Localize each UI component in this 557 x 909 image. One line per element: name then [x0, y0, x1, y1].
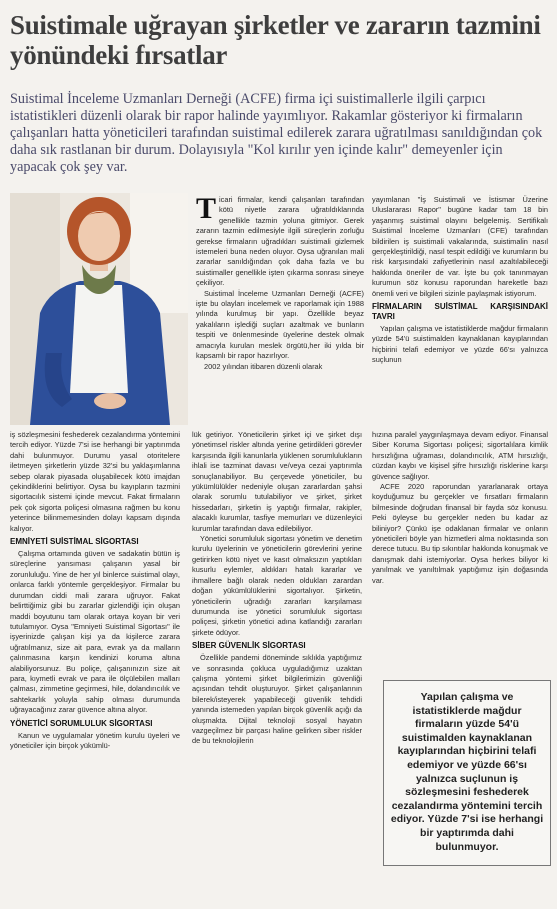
column-4: [192, 430, 362, 747]
paragraph: Kanun ve uygulamalar yönetim kurulu üyeleri ve yöneticiler için birçok yükümlü-: [10, 730, 180, 750]
paragraph: 2002 yılından itibaren düzenli olarak: [204, 361, 323, 371]
pull-quote: Yapılan çalışma ve istatistiklerde mağdur firmaların yüzde 54'ü suistimalden kaynaklanan kayıplarından hiçbirini telafi edemiyor ve yüzde 66'sı yalnızca suçlunun iş sözleşmesini feshederek cezalandırma yöntemini tercih ediyor. Yüzde 7'si ise herhangi bir yaptırımda dahi bulunmuyor.: [383, 680, 551, 866]
paragraph: Özellikle pandemi döneminde sıklıkla yaptığımız ve sonrasında çokluca uyguladığımız uzaktan çalışma yöntemi şirket bilgilerimizin güvenliği açısından tehdit oluşturuyor. Şirket çalışanlarının bilerek/isteyerek yapabileceği güvenlik tehdidi yanında istemeden yapılan birçok güvenlik açığı da oluşmakta. Dijital teknoloji sosyal hayatın vazgeçilmez bir parçası haline gelirken siber riskler de bu teknolojilerin: [192, 653, 362, 746]
paragraph: ACFE 2020 raporundan yararlanarak ortaya koyduğumuz bu gerçekler ve fırsatları firmaların bilmesinde doğrudan finansal bir fayda söz konusu. Peki öyleyse bu gerçekler neden bu kadar az biliniyor? Çünkü işe odaklanan firmalar ve onların yöneticileri böyle yan hizmetleri alma noktasında son derece tutucu. Bu tip sıkıntılar hakkında konuşmak ve danışmak dahi istemiyorlar. Oysa herkes biliyor ki yanılmak ve yanıltılmak yaptığımız işin doğasında var.: [372, 482, 548, 585]
column-1: [196, 192, 364, 372]
drop-cap: T: [196, 192, 217, 225]
paragraph: hızına paralel yaygınlaşmaya devam ediyor. Finansal Siber Koruma Sigortası poliçesi; sigortalılara kimlik hırsızlığına uğraması, dolandırıcılık, ATM hırsızlığı, cüzdan kaybı ve kişisel şifre hırsızlığı risklerine karşı güvence sağlıyor.: [372, 430, 548, 481]
paragraph: Suistimal İnceleme Uzmanları Derneği (ACFE) işte bu olayları incelemek ve raporlamak için 1988 yılında kurulmuş bir yapı. Özellikle beyaz yakalıların işlediği suçları azaltmak ve bunların tespiti ve önlenmesinde üyelerine destek olmak amacıyla kurulan meslek örgütü,her iki yılda bir kapsamlı bir rapor hazırlıyor.: [196, 288, 364, 361]
paragraph: Çalışma ortamında güven ve sadakatin bütün iş süreçlerine yansıması çalışanın yasal bir zorunluluğu. Yine de her yıl binlerce suistimal olayı, onlarca farklı yöntemle gerçekleşiyor. Firmalar bu durumdan ciddi mali zarara uğruyor. Fakat belirttiğimiz gibi bu zararlar gizlendiği için oluşan maddi boyutunu tam olarak ortaya koyan bir veri tutulamıyor. Oysa "Emniyeti Suistimal Sigortası" ile işyerinizde çalışan kişi ya da kişilerce zarara uğratılmanız, size ait para, evrak ya da malların çalınmasına karşın kendinizi koruma altına alabiliyorsunuz. Bu poliçe, çalışanınızın size ait para, kıymetli evrak ve para ile ölçülebilen malları çalması, zimmetine geçirmesi, hile, dolandırıcılık ve sahtekarlık yoluyla sahip olması durumunda uğrayacağınız zarar güvence altına alıyor.: [10, 549, 180, 715]
paragraph: Yapılan çalışma ve istatistiklerde mağdur firmaların yüzde 54'ü suistimalden kaynaklanan kayıplarından hiçbirini telafi edemiyor ve yüzde 66'sı yalnızca suçlunun: [372, 324, 548, 365]
column-2: [372, 195, 548, 366]
paragraph: Ticari firmalar, kendi çalışanları tarafından kötü niyetle zarara uğratıldıklarında genellikle tazmin yoluna gitmiyor. Gerek zararın tazmin edilmesiyle ilgili süreçlerin zorluğu gerekse firmaların uğradıkları suistimali gizlemek istemeleri buna neden oluyor. Oysa uğranılan mali zararlar sanıldığından çok daha fazla ve bu suistimaller genellikle işten çıkarma sonrası sineye çekiliyor.: [196, 192, 364, 288]
section-heading: EMNİYETİ SUİSTİMAL SİGORTASI: [10, 537, 139, 547]
section-heading: SİBER GÜVENLİK SİGORTASI: [192, 641, 306, 651]
section-heading: FİRMALARIN SUİSTİMAL KARŞISINDAKİ TAVRI: [372, 302, 548, 322]
paragraph: lük getiriyor. Yöneticilerin şirket içi ve şirket dışı yönetimsel riskler altında yerine getirdikleri görevler karşısında ilgili kanunlarla yüklenen sorumlulukların ihlali ise tazminat davası ve/veya cezai yaptırımla sonuçlanabiliyor. Bu çerçevede yöneticiler, bu yükümlülükler nedeniyle oluşan zararlardan şahsi olarak sorumlu tutulabiliyor ve şirket, şirket hissedarları, şirketin iş yaptığı firmalar, rakipler, alacaklı kurumlar, tasfiye memurları ve düzenleyici kurumlar tarafından dava edilebiliyor.: [192, 430, 362, 533]
section-heading: YÖNETİCİ SORUMLULUK SİGORTASI: [10, 718, 153, 728]
author-portrait-illustration: [10, 193, 188, 425]
article-title: Suistimale uğrayan şirketler ve zararın tazmini yönündeki fırsatlar: [10, 10, 541, 70]
article-lead: Suistimal İnceleme Uzmanları Derneği (ACFE) firma içi suistimallerle ilgili çarpıcı istatistikleri düzenli olarak bir rapor halinde yayımlıyor. Rakamlar gösteriyor ki firmaların çalışanları hatta yöneticileri tarafından suistimal edilerek zarara uğratılması sanıldığından çok daha sık rastlanan bir durum. Dolayısıyla "Kol kırılır yen içinde kalır" demeyenler için yapacak çok şey var.: [10, 91, 543, 175]
column-5: [372, 430, 548, 586]
paragraph: Yönetici sorumluluk sigortası yönetim ve denetim kurulu üyelerinin ve yöneticilerin görevlerini yerine getirirken kötü niyet ve kasıt olmaksızın yaptıkları kusurlu eylemler, aldıkları hatalı kararlar ve ihmallere bağlı olarak neden oldukları zarardan doğan yükümlülüklerini sigortalıyor. Şirketin, yöneticilerin uğradığı zararları karşılaması durumunda ise yönetici sorumluluk sigortası poliçesi, şirketin yönetici adına katlandığı zararları şirkete ödüyor.: [192, 534, 362, 637]
column-3: [10, 430, 180, 751]
paragraph: iş sözleşmesini feshederek cezalandırma yöntemini tercih ediyor. Yüzde 7'si ise herhangi bir yaptırımda dahi bulunmuyor. Durumu yasal otoritelere iletmeyen şirketlerin yüzde 32'si bu yaklaşımlarına sebep olarak piyasada oluşabilecek kötü imajdan çekindiklerini belirtiyor. Oysa bu kayıpların tazmini sigortacılık sistemi içinde mevcut. Fakat firmaların pek çok sigorta poliçesi olmasına rağmen bu konu yeterince bilinmemesinden dolayı kapsam dışında kalıyor.: [10, 430, 180, 533]
author-photo: [10, 193, 188, 425]
paragraph: yayımlanan "İş Suistimali ve İstismar Üzerine Uluslararası Rapor" bugüne kadar tam 18 bin yaşanmış suistimal olayını belgelemiş. Sertifikalı Suistimal İnceleme Uzmanları (CFE) tarafından bildirilen iş suistimali vakalarında, suistimalin nasıl gerçekleştirildiği, nasıl tespit edildiği ve kurumların bu risk karşısındaki zafiyetlerinin nasıl azaltılabileceği hakkında öneriler de var. İşte bu çok tanınmayan kurumun söz konusu raporundan hareketle bazı önemli veri ve bilgileri sizinle paylaşmak istiyorum.: [372, 195, 548, 298]
